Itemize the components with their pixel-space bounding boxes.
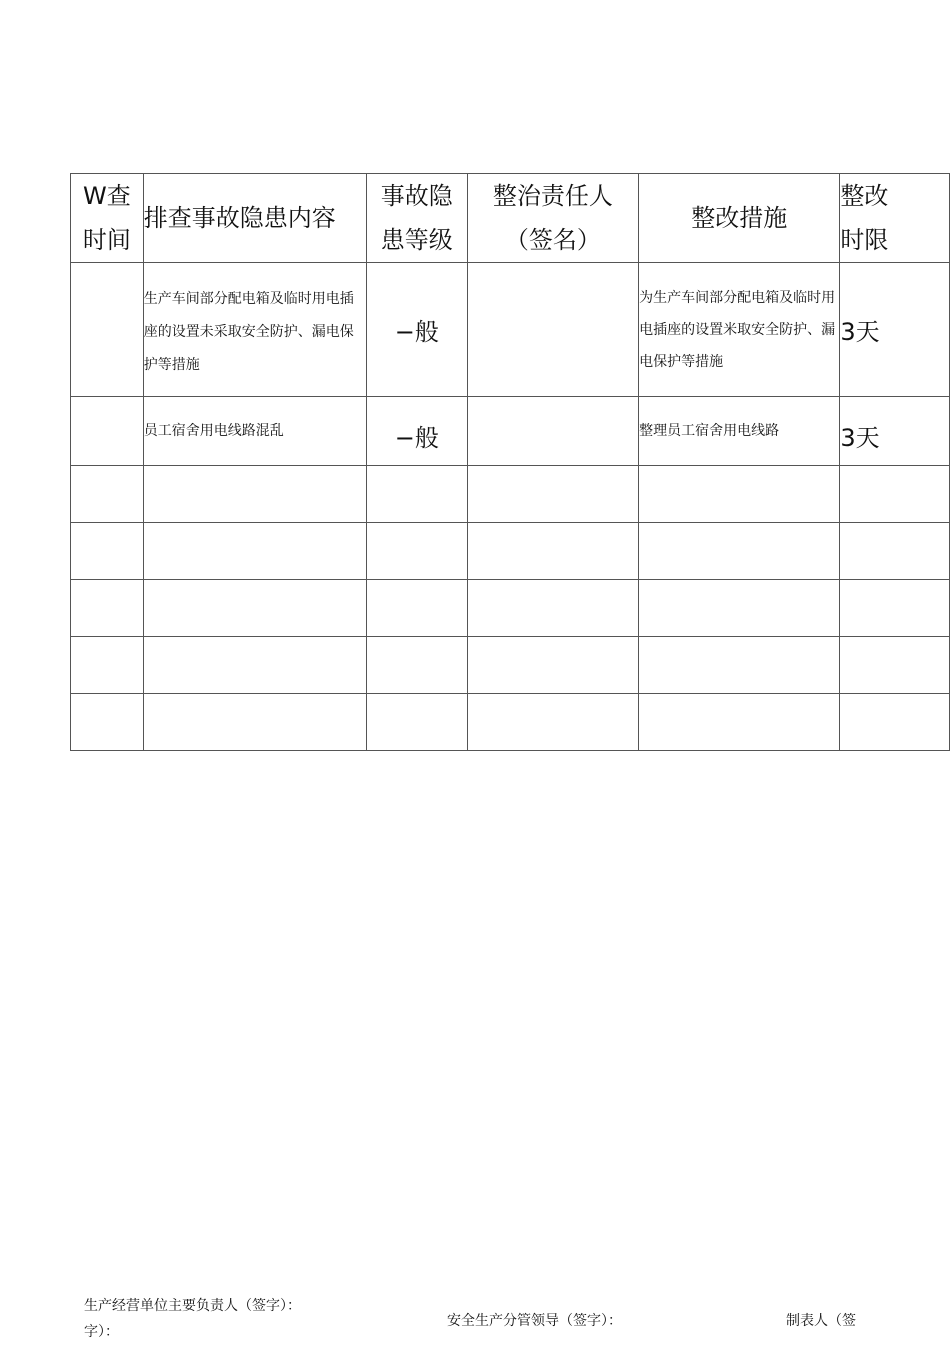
empty-cell[interactable] [467,523,638,580]
empty-cell[interactable] [639,466,840,523]
cell-check-time[interactable] [71,397,144,466]
empty-cell[interactable] [366,523,467,580]
empty-cell[interactable] [366,694,467,751]
empty-cell[interactable] [467,694,638,751]
empty-cell[interactable] [639,694,840,751]
cell-measures: 整理员工宿舍用电线路 [639,397,840,466]
empty-cell[interactable] [366,580,467,637]
cell-hazard-level: −般 [366,263,467,397]
empty-cell[interactable] [366,466,467,523]
empty-cell[interactable] [639,523,840,580]
empty-cell[interactable] [639,580,840,637]
empty-cell[interactable] [71,466,144,523]
header-hazard-level: 事故隐 患等级 [366,174,467,263]
cell-check-time[interactable] [71,263,144,397]
safety-leader-signature-label: 安全生产分管领导（签字）： [447,1313,622,1329]
empty-cell[interactable] [840,580,950,637]
empty-cell[interactable] [366,637,467,694]
empty-cell[interactable] [467,637,638,694]
owner-signature-label: 生产经营单位主要负责人（签字）： [84,1298,301,1314]
cell-hazard-level: −般 [366,397,467,466]
owner-signature-wrap: 字）： [84,1324,119,1340]
cell-hazard-content: 员工宿舍用电线路混乱 [143,397,366,466]
empty-cell[interactable] [143,523,366,580]
cell-responsible-person[interactable] [467,397,638,466]
preparer-signature-label: 制表人（签 [786,1313,856,1329]
empty-row [71,580,950,637]
cell-time-limit: 3天 [840,263,950,397]
empty-row [71,466,950,523]
header-hazard-content: 排查事故隐患内容 [143,174,366,263]
empty-cell[interactable] [143,580,366,637]
empty-cell[interactable] [840,637,950,694]
owner-signature-line [84,1293,334,1345]
empty-cell[interactable] [71,637,144,694]
table-row [71,397,950,466]
empty-cell[interactable] [71,694,144,751]
cell-time-limit: 3天 [840,397,950,466]
empty-cell[interactable] [840,694,950,751]
empty-cell[interactable] [71,523,144,580]
empty-cell[interactable] [639,637,840,694]
empty-cell[interactable] [71,580,144,637]
empty-cell[interactable] [840,466,950,523]
table-row [71,263,950,397]
empty-cell[interactable] [143,694,366,751]
empty-cell[interactable] [840,523,950,580]
cell-responsible-person[interactable] [467,263,638,397]
table-header-row [71,174,950,263]
header-check-time: W查 时间 [71,174,144,263]
cell-hazard-content: 生产车间部分配电箱及临时用电插座的设置未采取安全防护、漏电保护等措施 [143,263,366,397]
header-responsible-person: 整治责任人 （签名） [467,174,638,263]
empty-row [71,523,950,580]
hazard-table [70,173,950,751]
empty-cell[interactable] [143,466,366,523]
empty-row [71,694,950,751]
cell-measures: 为生产车间部分配电箱及临时用电插座的设置米取安全防护、漏电保护等措施 [639,263,840,397]
header-time-limit: 整改 时限 [840,174,950,263]
empty-cell[interactable] [467,466,638,523]
empty-row [71,637,950,694]
header-measures: 整改措施 [639,174,840,263]
empty-cell[interactable] [467,580,638,637]
empty-cell[interactable] [143,637,366,694]
